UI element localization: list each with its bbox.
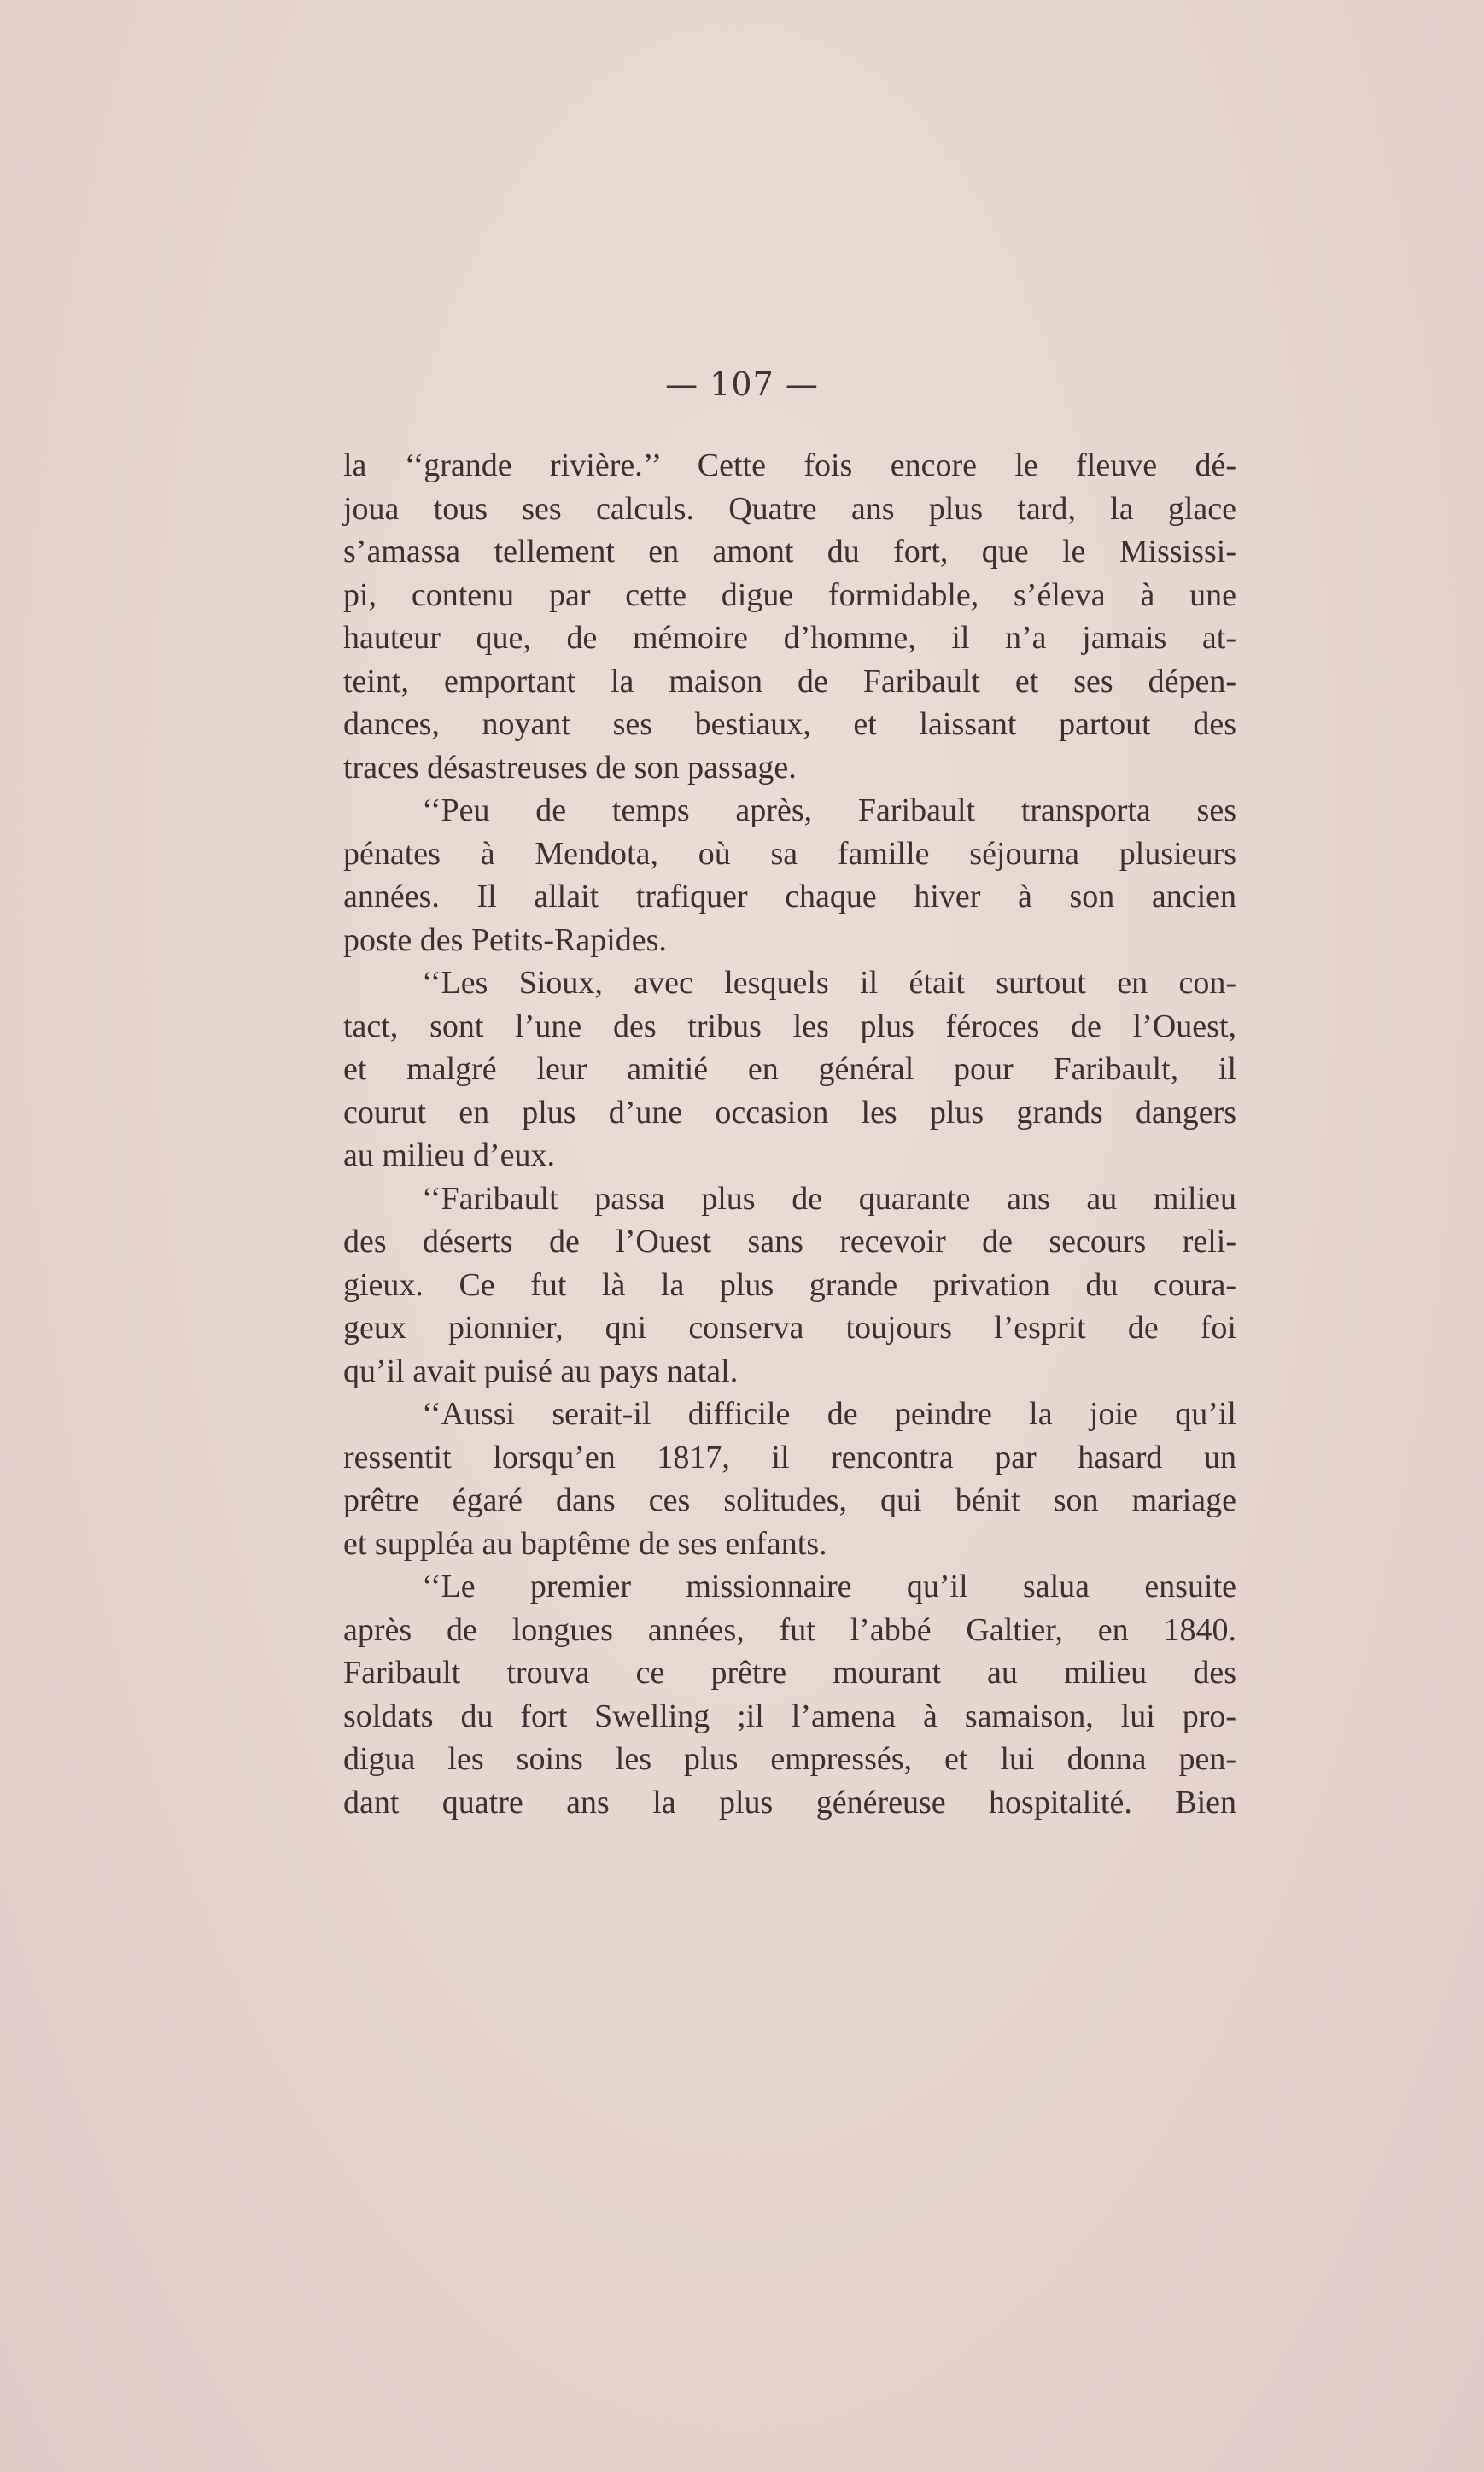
text-line: soldats du fort Swelling ;il l’amena à samaison, lui pro- (343, 1698, 1236, 1734)
text-line: au milieu d’eux. (343, 1137, 555, 1173)
text-line: s’amassa tellement en amont du fort, que le Mississi- (343, 534, 1236, 570)
text-line: digua les soins les plus empressés, et lui donna pen- (343, 1741, 1236, 1777)
text-line: et suppléa au baptême de ses enfants. (343, 1525, 827, 1562)
text-line: prêtre égaré dans ces solitudes, qui bénit son mariage (343, 1482, 1236, 1518)
text-line: ‘‘Peu de temps après, Faribault transporta ses (422, 792, 1236, 828)
text-line: geux pionnier, qni conserva toujours l’esprit de foi (343, 1310, 1236, 1346)
paragraph (343, 1393, 1236, 1565)
text-line: ‘‘Le premier missionnaire qu’il salua ensuite (422, 1569, 1236, 1604)
text-line: années. Il allait trafiquer chaque hiver à son ancien (343, 879, 1236, 915)
text-line: pi, contenu par cette digue formidable, s’éleva à une (343, 576, 1236, 613)
text-line: tact, sont l’une des tribus les plus féroces de l’Ouest, (343, 1008, 1236, 1044)
paragraph (343, 444, 1236, 789)
text-line: teint, emportant la maison de Faribault et ses dépen- (343, 663, 1236, 699)
paragraph (343, 961, 1236, 1178)
text-line: ressentit lorsqu’en 1817, il rencontra par hasard un (343, 1439, 1236, 1476)
paragraph (343, 789, 1236, 961)
text-line: ‘‘Faribault passa plus de quarante ans au milieu (422, 1180, 1236, 1217)
text-line: Faribault trouva ce prêtre mourant au milieu des (343, 1655, 1236, 1691)
text-line: courut en plus d’une occasion les plus grands dangers (343, 1094, 1236, 1131)
text-line: des déserts de l’Ouest sans recevoir de secours reli- (343, 1224, 1236, 1259)
text-line: après de longues années, fut l’abbé Galtier, en 1840. (343, 1611, 1236, 1648)
paragraph (343, 1178, 1236, 1394)
text-line: traces désastreuses de son passage. (343, 749, 797, 786)
text-line: la ‘‘grande rivière.’’ Cette fois encore le fleuve dé- (343, 447, 1236, 483)
body-text (343, 444, 1236, 1824)
text-line: hauteur que, de mémoire d’homme, il n’a jamais at- (343, 620, 1236, 656)
text-line: joua tous ses calculs. Quatre ans plus tard, la glace (343, 490, 1236, 527)
text-line: poste des Petits-Rapides. (343, 921, 667, 958)
page-number: — 107 — (665, 365, 819, 403)
text-line: gieux. Ce fut là la plus grande privation du coura- (343, 1266, 1236, 1303)
paragraph (343, 1565, 1236, 1824)
text-line: dances, noyant ses bestiaux, et laissant partout des (343, 706, 1236, 742)
text-line: pénates à Mendota, où sa famille séjourna plusieurs (343, 835, 1236, 872)
text-line: ‘‘Aussi serait-il difficile de peindre la joie qu’il (422, 1396, 1236, 1432)
text-line: ‘‘Les Sioux, avec lesquels il était surtout en con- (422, 965, 1236, 1001)
text-line: qu’il avait puisé au pays natal. (343, 1353, 739, 1389)
text-line: et malgré leur amitié en général pour Faribault, il (343, 1051, 1236, 1087)
text-line: dant quatre ans la plus généreuse hospitalité. Bien (343, 1784, 1236, 1820)
